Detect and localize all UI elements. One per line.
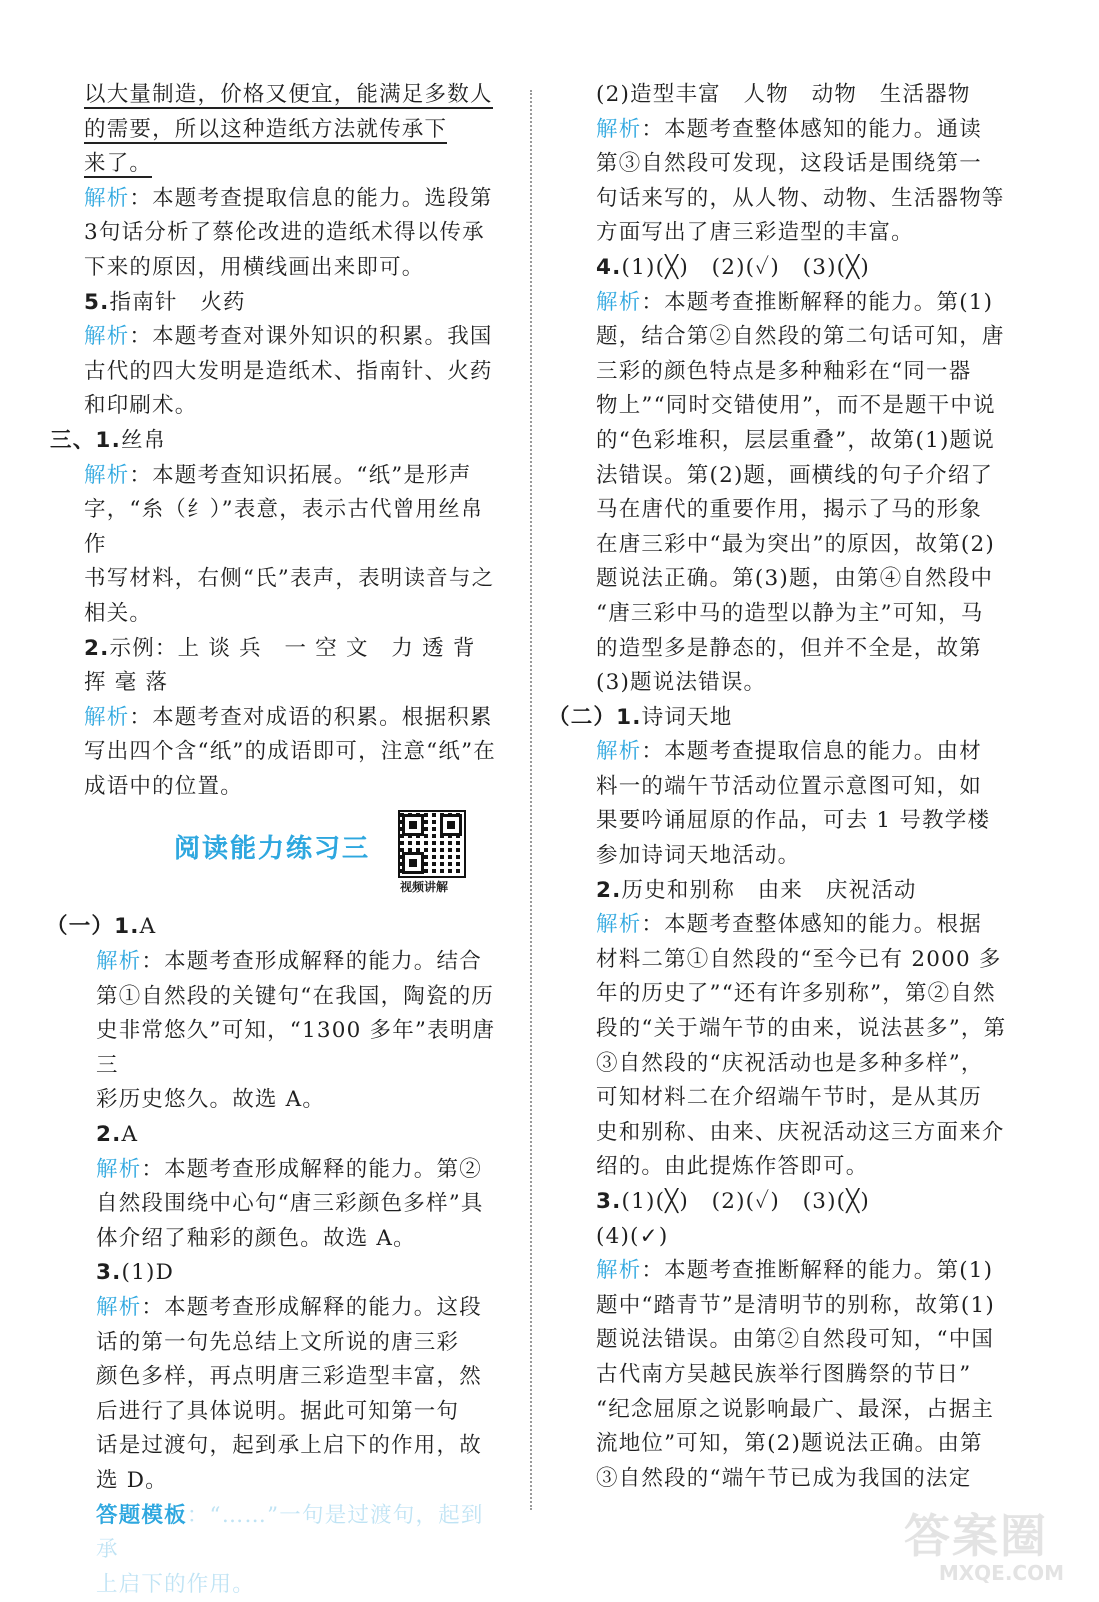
analysis-line: 物上”“同时交错使用”，而不是题干中说 bbox=[596, 393, 996, 419]
analysis-line: 可知材料二在介绍端午节时，是从其历 bbox=[596, 1085, 982, 1111]
answer-text: (2)造型丰富 人物 动物 生活器物 bbox=[596, 82, 971, 107]
analysis: 解析：本题考查形成解释的能力。结合 bbox=[96, 949, 482, 975]
answer-text: (4)(✓) bbox=[596, 1223, 669, 1249]
answer-text: 以大量制造，价格又便宜，能满足多数人 bbox=[84, 82, 493, 107]
analysis-line: 流地位”可知，第(2)题说法正确。由第 bbox=[596, 1431, 983, 1457]
analysis-line: 史和别称、由来、庆祝活动这三方面来介 bbox=[596, 1119, 1005, 1145]
part-1-question-1: （一）1.A bbox=[46, 914, 157, 940]
analysis: 解析：本题考查对课外知识的积累。我国 bbox=[84, 324, 493, 350]
analysis-line: ③自然段的“端午节已成为我国的法定 bbox=[596, 1465, 972, 1491]
analysis-line: 题，结合第②自然段的第二句话可知，唐 bbox=[596, 324, 1005, 350]
part-1-question-3: 3.(1)D bbox=[96, 1260, 175, 1286]
qr-caption: 视频讲解 bbox=[400, 880, 449, 895]
watermark-logo: 答案圈 MXQE.COM bbox=[904, 1509, 1064, 1585]
analysis-line: 绍的。由此提炼作答即可。 bbox=[596, 1154, 869, 1180]
analysis-line: 3句话分析了蔡伦改进的造纸术得以传承 bbox=[84, 220, 485, 246]
answer-template: 答题模板：“……”一句是过渡句，起到承 bbox=[96, 1502, 484, 1563]
analysis-line: 果要吟诵屈原的作品，可去 1 号教学楼 bbox=[596, 808, 991, 834]
analysis: 解析：本题考查整体感知的能力。通读 bbox=[596, 116, 982, 142]
analysis-line: 的造型多是静态的，但并不全是，故第 bbox=[596, 635, 982, 661]
analysis-tag: 解析 bbox=[596, 739, 642, 765]
analysis: 解析：本题考查提取信息的能力。由材 bbox=[596, 739, 982, 765]
analysis-line: 段的“关于端午节的由来，说法甚多”，第 bbox=[596, 1016, 1007, 1042]
analysis-line: (3)题说法错误。 bbox=[596, 670, 767, 696]
question-5: 5.指南针 火药 bbox=[84, 289, 246, 315]
analysis: 解析：本题考查对成语的积累。根据积累 bbox=[84, 704, 493, 730]
left-column bbox=[46, 78, 504, 1602]
analysis-line: 和印刷术。 bbox=[84, 393, 198, 419]
analysis: 解析：本题考查形成解释的能力。第② bbox=[96, 1156, 482, 1182]
analysis-line: 在唐三彩中“最为突出”的原因，故第(2) bbox=[596, 531, 995, 557]
analysis-tag: 解析 bbox=[96, 1156, 142, 1182]
analysis-line: “纪念屈原之说影响最广、最深，占据主 bbox=[596, 1396, 995, 1422]
analysis-line: 的“色彩堆积，层层重叠”，故第(1)题说 bbox=[596, 427, 995, 453]
analysis-line: 话是过渡句，起到承上启下的作用，故 bbox=[96, 1433, 482, 1459]
analysis-line: 方面写出了唐三彩造型的丰富。 bbox=[596, 220, 914, 246]
section-3-question-2: 2.示例：上 谈 兵 一 空 文 力 透 背 bbox=[84, 635, 476, 661]
analysis-line: 书写材料，右侧“氏”表声，表明读音与之 bbox=[84, 566, 495, 592]
analysis-tag: 解析 bbox=[96, 949, 142, 975]
analysis-line: 后进行了具体说明。据此可知第一句 bbox=[96, 1398, 460, 1424]
analysis-line: 写出四个含“纸”的成语即可，注意“纸”在 bbox=[84, 739, 496, 765]
analysis-line: ③自然段的“庆祝活动也是多种多样”， bbox=[596, 1050, 984, 1076]
analysis-line: 题中“踏青节”是清明节的别称，故第(1) bbox=[596, 1292, 995, 1318]
analysis-tag: 解析 bbox=[84, 462, 130, 488]
analysis-line: 古代南方吴越民族举行图腾祭的节日” bbox=[596, 1361, 972, 1387]
analysis-line: 古代的四大发明是造纸术、指南针、火药 bbox=[84, 358, 493, 384]
part-2-question-1: （二）1.诗词天地 bbox=[548, 704, 733, 730]
analysis-line: 第①自然段的关键句“在我国，陶瓷的历 bbox=[96, 983, 495, 1009]
column-divider bbox=[530, 90, 532, 1510]
analysis: 解析：本题考查整体感知的能力。根据 bbox=[596, 912, 982, 938]
analysis-tag: 解析 bbox=[84, 704, 130, 730]
part-2-question-2: 2.历史和别称 由来 庆祝活动 bbox=[596, 877, 917, 903]
section-3-question-1: 三、1.丝帛 bbox=[50, 427, 167, 453]
analysis: 解析：本题考查知识拓展。“纸”是形声 bbox=[84, 462, 472, 488]
analysis-tag: 解析 bbox=[596, 912, 642, 938]
analysis-line: 下来的原因，用横线画出来即可。 bbox=[84, 254, 425, 280]
analysis-tag: 解析 bbox=[596, 116, 642, 142]
analysis: 解析：本题考查推断解释的能力。第(1) bbox=[596, 289, 994, 315]
analysis-line: 参加诗词天地活动。 bbox=[596, 843, 801, 869]
answer-text: 的需要，所以这种造纸方法就传承下 bbox=[84, 116, 448, 142]
exercise-banner: 阅读能力练习三 bbox=[174, 834, 371, 865]
analysis-line: 字，“糸（纟）”表意，表示古代曾用丝帛作 bbox=[84, 497, 484, 557]
analysis-line: 话的第一句先总结上文所说的唐三彩 bbox=[96, 1329, 460, 1355]
analysis-line: 第③自然段可发现，这段话是围绕第一 bbox=[596, 151, 982, 177]
exercise-header bbox=[84, 808, 504, 904]
analysis-line: 体介绍了釉彩的颜色。故选 A。 bbox=[96, 1225, 416, 1251]
analysis: 解析：本题考查形成解释的能力。这段 bbox=[96, 1295, 482, 1320]
analysis-line: 史非常悠久”可知，“1300 多年”表明唐三 bbox=[96, 1018, 496, 1078]
qr-code-icon[interactable] bbox=[398, 810, 466, 878]
answer-text: 挥 毫 落 bbox=[84, 670, 169, 696]
analysis-line: 颜色多样，再点明唐三彩造型丰富，然 bbox=[96, 1364, 482, 1390]
analysis-line: “唐三彩中马的造型以静为主”可知，马 bbox=[596, 600, 984, 626]
analysis-tag: 解析 bbox=[96, 1295, 142, 1320]
analysis: 解析：本题考查推断解释的能力。第(1) bbox=[596, 1258, 994, 1284]
part-2-question-3: 3.(1)(╳) (2)(✓) (3)(╳) bbox=[596, 1189, 870, 1214]
analysis-line: 题说法错误。由第②自然段可知，“中国 bbox=[596, 1327, 995, 1353]
right-column bbox=[548, 78, 1008, 1496]
analysis: 解析：本题考查提取信息的能力。选段第 bbox=[84, 185, 493, 211]
analysis-line: 相关。 bbox=[84, 600, 153, 626]
analysis-line: 自然段围绕中心句“唐三彩颜色多样”具 bbox=[96, 1191, 484, 1217]
analysis-line: 材料二第①自然段的“至今已有 2000 多 bbox=[596, 946, 1002, 972]
analysis-line: 三彩的颜色特点是多种釉彩在“同一器 bbox=[596, 358, 972, 384]
analysis-line: 法错误。第(2)题，画横线的句子介绍了 bbox=[596, 462, 994, 488]
analysis-line: 选 D。 bbox=[96, 1467, 168, 1493]
analysis-line: 成语中的位置。 bbox=[84, 773, 243, 799]
analysis-line: 彩历史悠久。故选 A。 bbox=[96, 1087, 326, 1113]
answer-text: 来了。 bbox=[84, 151, 153, 177]
analysis-tag: 解析 bbox=[84, 185, 130, 211]
analysis-line: 句话来写的，从人物、动物、生活器物等 bbox=[596, 185, 1005, 211]
analysis-line: 马在唐代的重要作用，揭示了马的形象 bbox=[596, 497, 982, 523]
analysis-tag: 解析 bbox=[596, 289, 642, 315]
analysis-tag: 解析 bbox=[596, 1258, 642, 1284]
analysis-line: 题说法正确。第(3)题，由第④自然段中 bbox=[596, 566, 994, 592]
question-4: 4.(1)(╳) (2)(✓) (3)(╳) bbox=[596, 254, 870, 280]
analysis-tag: 解析 bbox=[84, 324, 130, 350]
analysis-line: 年的历史了”“还有许多别称”，第②自然 bbox=[596, 981, 996, 1007]
answer-template-line: 上启下的作用。 bbox=[96, 1571, 255, 1597]
part-1-question-2: 2.A bbox=[96, 1122, 139, 1148]
analysis-line: 料一的端午节活动位置示意图可知，如 bbox=[596, 773, 982, 799]
